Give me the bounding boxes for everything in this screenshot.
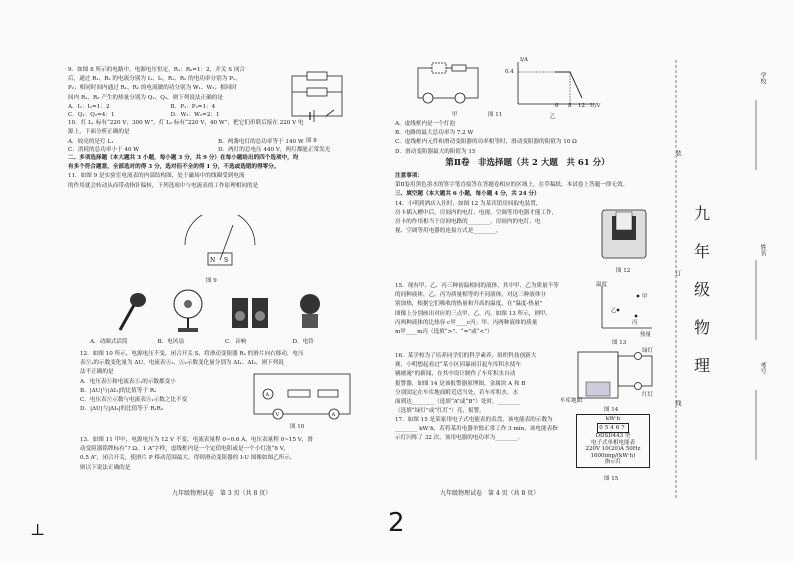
q11-line: 11．如图 9 是实验室电流表的内部结构图，处于磁场中的线圈受到电流: [68, 173, 245, 180]
microphone-image: [112, 290, 148, 334]
meter-model: DDSD443 型: [595, 433, 631, 439]
q10-option-d: D．两灯的总电压 440 V，两灯都能正常发光: [218, 146, 331, 153]
q15-line: 的同种液体，乙、丙为质量相等的不同液体，对这三种液体分: [395, 292, 547, 299]
axis-tick-8: 8: [568, 103, 572, 109]
q16-line: 辆被淹”的新闻，在其中设计制作了车库积水自动: [395, 371, 516, 378]
q12-option-a: A．电压表Ⓥ和电流表Ⓐ₁的示数都变小: [80, 378, 176, 385]
q14-line: 视、空调等用电器的连接方式是________。: [395, 228, 502, 235]
meter-rating: 220V 10(20)A 50Hz: [585, 446, 641, 452]
q13-line: 0.5 A”，闭合开关，使滑片 P 移动范围最大，得到滑动变阻器的 I-U 图像如图乙所示，: [80, 455, 296, 462]
figure-8-caption: 图 8: [306, 138, 317, 144]
q16-line: 赛，小明想起看过“某小区因暴雨引起车库积水使车: [395, 362, 521, 369]
figure-11-circuit: [410, 58, 490, 108]
q12-option-d: D．|ΔU|与|ΔI₂|的比值等于 R₁R₂: [80, 406, 164, 413]
binding-mark-1: 装: [674, 150, 681, 156]
q10-option-a: A．较亮的是灯 L₁: [68, 138, 114, 145]
left-page-footer: 九年级物理试卷 第 3 页（共 8 页）: [172, 490, 272, 497]
figure-9-ammeter: [175, 215, 265, 275]
right-page-footer: 九年级物理试卷 第 4 页（共 8 页）: [440, 490, 540, 497]
name-label: 姓名: [759, 244, 766, 256]
q9-line: 后，通过 R₁、R₂ 的电流分别为 I₁、I₂，R₁、R₂ 的电功率分别为 P₁、: [68, 76, 241, 83]
q17-line: 17．如图 15 是某家用电子式电能表的表盘，该电能表的示数为: [395, 417, 553, 423]
meter-indicator-light: 指示灯: [604, 459, 622, 465]
section-2-title: 二、多项选择题（本大题共 3 小题，每小题 3 分，共 9 分）在每小题给出的四个选项中，均: [68, 155, 299, 162]
figure-15-meter: [576, 414, 650, 468]
notes-text: 第Ⅱ卷用黑色墨水的签字笔直接答在答题卷相应的区域上，在草稿纸、本试卷上答题一律无效。: [395, 182, 629, 189]
axis-heat-label: 热量: [640, 332, 652, 338]
svg-text:V: V: [275, 412, 280, 418]
point-b-label: 乙: [611, 308, 617, 314]
question-9: [68, 66, 273, 119]
exam-title: 九 年 级 物 理: [693, 204, 727, 375]
figure-14-caption: 图 14: [604, 407, 619, 413]
q13-option-b: B．电路的最大总功率为 7.2 W: [395, 130, 474, 137]
q11-option-d: D．电铃: [292, 339, 314, 345]
q10-line: 10．灯 L₁ 标有“220 V，300 W”，灯 L₂ 标有“220 V，40 W”，把它们串联后接在 220 V 电: [68, 120, 304, 127]
exam-id-label: 考号: [759, 362, 766, 374]
q9-option-d: D．W₁：W₂=2：1: [170, 112, 220, 119]
q12-options: [80, 378, 250, 414]
q12-line: 表Ⓥ₁的示数变化量为 ΔU，电流表Ⓐ₁、Ⓐ₂示数变化量分别为 ΔI₁、ΔI₂，则下列说: [80, 360, 284, 367]
figure-14-red-lamp: 红灯: [642, 392, 654, 398]
figure-9-caption: 图 9: [206, 278, 217, 284]
q10-option-b: B．两盏电灯的总功率等于 140 W: [218, 138, 304, 145]
q13-option-d: D．滑动变阻器最大的阻值为 15: [395, 148, 476, 155]
q12-option-c: C．电压表Ⓥ示数与电流表Ⓐ₁示数之比不变: [80, 397, 188, 404]
svg-text:A: A: [331, 412, 336, 418]
q9-line: 间内 R₁、R₂ 产生的热量分别为 Q₁、Q₂，则下列说法正确的是: [68, 94, 223, 101]
q13-option-a: A．虚线框内是一个灯泡: [395, 121, 455, 127]
q15-line: 图像上分别画出对应的三点甲、乙、丙，如图 13 所示，则甲、: [395, 310, 552, 317]
meter-constant: 1600imp/(kW·h): [590, 452, 636, 459]
q14-line: 房卡的作用相当于房间电路的________，房间内的电灯、电: [395, 219, 541, 226]
q11-option-c: C．音响: [225, 339, 247, 345]
figure-14-green-lamp: 绿灯: [642, 348, 654, 354]
figure-13-graph: [596, 282, 656, 334]
figure-11b-label: 乙: [550, 114, 556, 120]
q16-line: （选填“绿灯”或“红灯”）亮，报警。: [395, 408, 485, 415]
q9-line: P₂；相同时间内通过 R₁、R₂ 的电流做的功分别为 W₁、W₂；相同时: [68, 85, 237, 92]
axis-u-label: U/V: [590, 103, 601, 109]
q16-line: 分别固定在车库地面附近适当处，若车库积水，水: [395, 389, 519, 396]
q13-line: 13．如图 11 甲中，电源电压为 12 V 不变，电流表量程 0~0.6 A，电压表量程 0~15 V，滑: [80, 437, 314, 443]
q12-line: 12．如图 10 所示，电源电压不变，闭合开关 S，将滑动变阻器 R₂ 的滑片向右移动，电压: [80, 351, 304, 357]
q13-line: 动变阻器铭牌标有“? Ω，1 A”字样，虚线框内是一个定值电阻或是一个小灯泡“6 V，: [80, 446, 290, 453]
q15-line: 丙两种液体的比热容 c甲____c丙；甲、丙两种液体的质量: [395, 319, 538, 326]
binding-mark-3: 线: [674, 400, 681, 406]
section-3-title: 三、填空题（本大题共 6 小题，每小题 4 分，共 24 分）: [395, 191, 540, 198]
figure-14-ground-label: 车库地面: [560, 398, 583, 404]
q11-line: 的作用就会转动从而带动指针偏转，下列选项中与电流表的工作原理相同的是: [68, 182, 259, 189]
page-number: 2: [388, 508, 405, 538]
q13-option-c: C．虚线框内元件和滑动变阻器的功率相等时，滑动变阻器的阻值为 10 Ω: [395, 139, 577, 146]
axis-temperature-label: 温度: [596, 282, 608, 288]
q9-line: 9．如图 8 所示的电路中，电源电压恒定，R₁：R₂=1：2，开关 S 闭合: [68, 67, 246, 73]
q11-option-a: A．动圈式话筒: [90, 339, 128, 345]
figure-12-caption: 图 12: [616, 268, 631, 274]
section-2-subtitle: 有多个符合题意，全部选对的得 3 分，选对但不全的得 1 分，不选或选错的得零分。: [68, 164, 280, 171]
question-15: [395, 282, 595, 337]
figure-11-graph: [500, 58, 600, 112]
figure-11a-label: 甲: [452, 112, 458, 118]
question-16: [395, 352, 570, 416]
q10-option-c: C．消耗的总功率小于 40 W: [68, 146, 140, 153]
axis-tick-6: 6: [555, 103, 559, 109]
question-14: [395, 200, 600, 236]
school-label: 学校: [759, 72, 766, 84]
figure-11-caption: 图 11: [488, 112, 503, 118]
figure-15-caption: 图 15: [604, 476, 619, 482]
point-a-label: 甲: [642, 294, 648, 300]
q17-line: ________ kW·h，若将某用电器单独正常工作 3 min，该电能表指: [395, 426, 558, 433]
q9-option-c: C．Q₁：Q₂=4：1: [68, 112, 115, 119]
figure-13-caption: 图 13: [612, 340, 627, 346]
q17-line: 示灯闪烁了 32 次，该用电器的电功率为________。: [395, 435, 524, 442]
axis-i-label: I/A: [520, 57, 528, 63]
axis-tick-12: 12: [578, 103, 585, 109]
q12-line: 法不正确的是: [80, 369, 114, 376]
corner-mark: ⊥: [30, 520, 46, 539]
q9-option-b: B．P₁：P₂=1：4: [170, 103, 216, 110]
q9-options: [68, 103, 273, 119]
electric-bell-image: [292, 290, 328, 334]
speakers-image: [230, 294, 270, 334]
figure-10-caption: 图 10: [290, 424, 305, 430]
svg-text:A: A: [265, 392, 270, 398]
q15-line: 别加热，根据它们吸收的热量和升高的温度，在“温度-热量”: [395, 301, 543, 308]
q13-line: 则以下说法正确的是: [80, 464, 131, 471]
q14-line: 14．小明到酒店入住时，如图 12 为某宾馆房间取电装置，: [395, 200, 542, 207]
meter-unit: kW·h: [605, 416, 621, 422]
figure-10-circuit: [248, 368, 358, 420]
q16-line: 报警器，如图 14 是该报警器原理图，金属块 A 和 B: [395, 380, 526, 387]
q15-line: 15．现有甲、乙、丙三种初温相同的液体，其中甲、乙为质量不等: [395, 283, 559, 289]
question-13: [80, 436, 370, 473]
notes-title: 注意事项：: [395, 173, 423, 180]
question-17: [395, 416, 573, 444]
point-c-label: 丙: [632, 320, 638, 326]
q13-options: [395, 120, 660, 156]
q15-line: m甲____m丙（选填“>”、“=”或“<”）: [395, 329, 493, 336]
svg-text:S: S: [224, 257, 229, 264]
figure-12-card-slot: [600, 208, 648, 260]
q12-option-b: B．|ΔU|与|ΔI₁|的比值等于 R₁: [80, 387, 157, 394]
section-ii-title: 第Ⅱ卷 非选择题（共 2 大题 共 61 分）: [445, 157, 610, 168]
q16-line: 16．某学校为了培养同学们的科学素养，组织科技创新大: [395, 353, 537, 359]
q11-options: [90, 338, 360, 346]
meter-type: 电子式单相电能表: [590, 439, 635, 446]
binding-mark-2: 订: [674, 270, 681, 276]
figure-8-circuit: [282, 66, 352, 136]
q14-line: 房卡插入槽中后，房间内的电灯、电视、空调等用电器才能工作，: [395, 209, 558, 216]
q11-option-row: [90, 338, 360, 346]
axis-tick-0.4: 0.4: [505, 69, 514, 75]
meter-digits: 05467: [597, 423, 629, 434]
q10-line: 源上，下面分析正确的是: [68, 129, 130, 136]
q9-option-a: A．I₁：I₂=1：2: [68, 103, 110, 110]
electric-fan-image: [170, 288, 206, 334]
svg-text:N: N: [210, 257, 216, 264]
question-11: [68, 172, 368, 189]
q11-option-b: B．电风扇: [157, 339, 184, 345]
q10-options: [68, 138, 368, 154]
q16-line: 面到达________（选填“A”或“B”）处时，________: [395, 399, 521, 406]
